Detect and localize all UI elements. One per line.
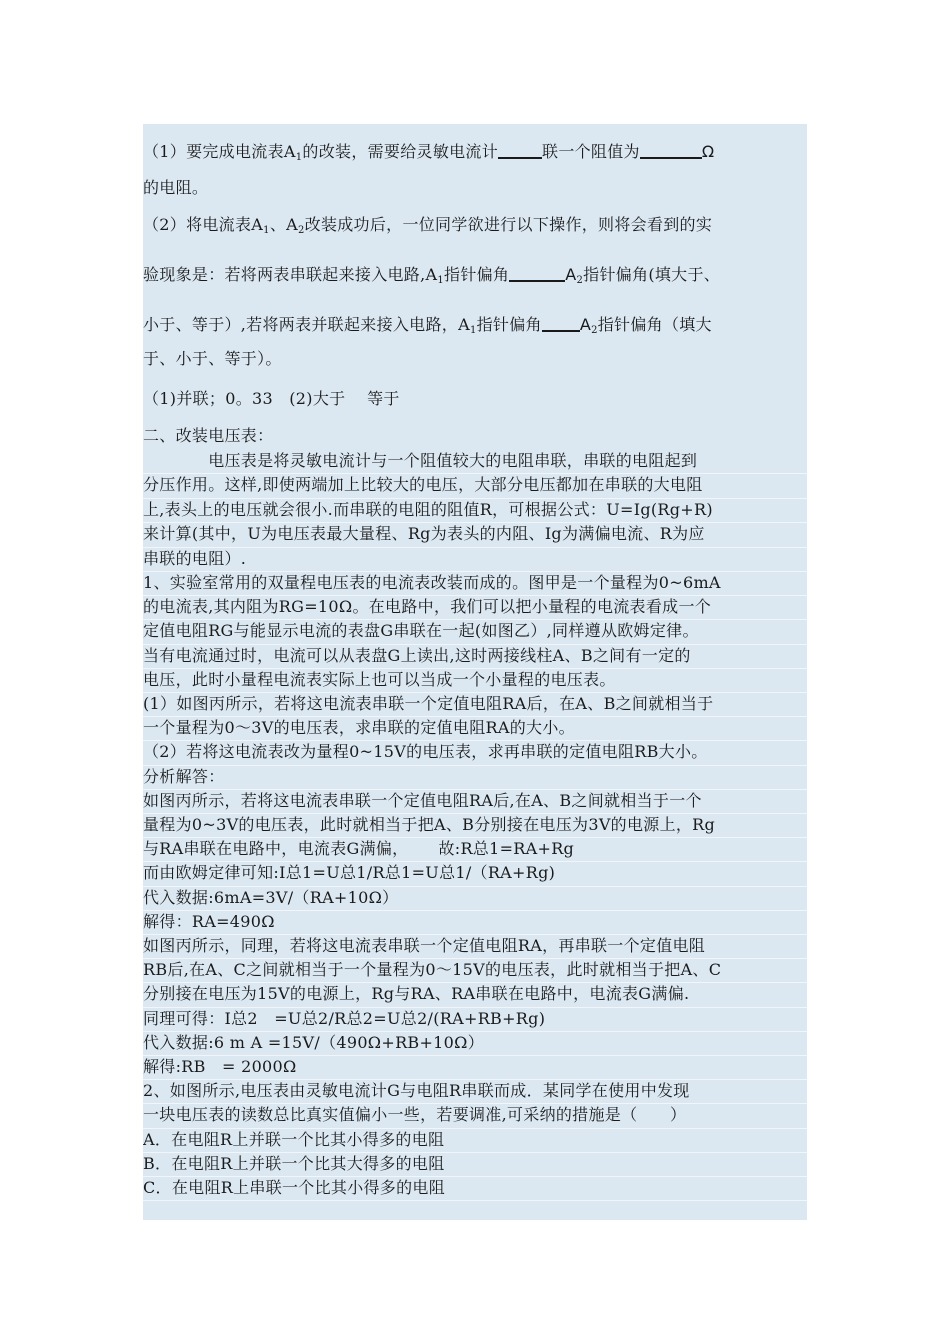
line-rule — [143, 1200, 807, 1201]
text-line: 分别接在电压为15V的电源上，Rg与RA、RA串联在电路中，电流表G满偏. — [143, 984, 690, 1004]
text-line: 量程为0~3V的电压表，此时就相当于把A、B分别接在电压为3V的电源上，Rg — [143, 815, 716, 834]
question-1-line: （1）要完成电流表$A_1$的改装，需要给灵敏电流计 联一个阻值为 Ω — [143, 142, 715, 163]
question-2-line-2: 验现象是：若将两表串联起来接入电路$,A_1$指针偏角 $A_2$指针偏角(填大于、 — [143, 265, 721, 286]
text-line: RB后,在A、C之间就相当于一个量程为0～15V的电压表，此时就相当于把A、C — [143, 960, 722, 980]
text-line: A．在电阻R上并联一个比其小得多的电阻 — [143, 1129, 445, 1149]
question-1-cont: 的电阻。 — [143, 178, 209, 197]
text-line: 解得：RA=490Ω — [143, 911, 275, 931]
text-line: 1、实验室常用的双量程电压表的电流表改装而成的。图甲是一个量程为0~6mA — [143, 573, 721, 592]
text-line: 当有电流通过时，电流可以从表盘G上读出,这时两接线柱A、B之间有一定的 — [143, 645, 691, 665]
question-2-line-1: （2）将电流表$A_1$、$A_2$改装成功后，一位同学欲进行以下操作，则将会看到的实 — [143, 215, 713, 236]
text-line: 的电流表,其内阻为RG=10Ω。在电路中，我们可以把小量程的电流表看成一个 — [143, 597, 712, 617]
blank-connection — [498, 143, 542, 159]
question-2-line-3: 小于、等于）,若将两表并联起来接入电路，$A_1$指针偏角 $A_2$指针偏角（填大 — [143, 315, 712, 336]
text-line: 2、如图所示,电压表由灵敏电流计G与电阻R串联而成．某同学在使用中发现 — [143, 1081, 690, 1101]
text-line: 来计算(其中，U为电压表最大量程、Rg为表头的内阻、Ig为满偏电流、R为应 — [143, 524, 705, 544]
text-line: 如图丙所示，若将这电流表串联一个定值电阻RA后,在A、B之间就相当于一个 — [143, 790, 702, 810]
text-line: 如图丙所示，同理，若将这电流表串联一个定值电阻RA，再串联一个定值电阻 — [143, 936, 706, 955]
section-heading: 二、改装电压表： — [143, 426, 274, 445]
text-line: 同理可得：I总2 =U总2/R总2=U总2/(RA+RB+Rg) — [143, 1008, 546, 1028]
question-2-line-4: 于、小于、等于）。 — [143, 349, 282, 368]
text-line: 电压表是将灵敏电流计与一个阻值较大的电阻串联，串联的电阻起到 — [143, 451, 698, 470]
blank-series — [509, 266, 565, 282]
text-line: 上,表头上的电压就会很小.而串联的电阻的阻值R，可根据公式：U=Ig(Rg+R) — [143, 499, 713, 519]
text-line: （2）若将这电流表改为量程0~15V的电压表，求再串联的定值电阻RB大小。 — [143, 742, 708, 762]
text-line: 分析解答： — [143, 766, 225, 786]
text-line: 一块电压表的读数总比真实值偏小一些，若要调准,可采纳的措施是（ ） — [143, 1105, 687, 1125]
text-line: 解得:RB = 2000Ω — [143, 1057, 297, 1076]
answer-line: （1)并联；0。33 (2)大于 等于 — [143, 389, 400, 408]
text-line: 电压，此时小量程电流表实际上也可以当成一个小量程的电压表。 — [143, 669, 616, 689]
text-line: C．在电阻R上串联一个比其小得多的电阻 — [143, 1178, 445, 1197]
text-line: 分压作用。这样,即使两端加上比较大的电压，大部分电压都加在串联的大电阻 — [143, 475, 703, 495]
text-line: 与RA串联在电路中，电流表G满偏， 故:R总1=RA+Rg — [143, 839, 575, 859]
text-line: 串联的电阻）. — [143, 548, 247, 568]
blank-parallel — [542, 316, 580, 332]
blank-resistance — [640, 143, 702, 159]
text-line: 代入数据:6mA=3V/（RA+10Ω） — [143, 887, 399, 907]
text-line: (1）如图丙所示，若将这电流表串联一个定值电阻RA后，在A、B之间就相当于 — [143, 694, 714, 713]
text-line: 代入数据:6 m A =15V/（490Ω+RB+10Ω） — [143, 1032, 485, 1052]
text-line: 一个量程为0～3V的电压表，求串联的定值电阻RA的大小。 — [143, 718, 575, 738]
text-line: 而由欧姆定律可知:I总1=U总1/R总1=U总1/（RA+Rg) — [143, 863, 556, 883]
text-line: 定值电阻RG与能显示电流的表盘G串联在一起(如图乙）,同样遵从欧姆定律。 — [143, 621, 699, 641]
text-line: B．在电阻R上并联一个比其大得多的电阻 — [143, 1153, 445, 1173]
